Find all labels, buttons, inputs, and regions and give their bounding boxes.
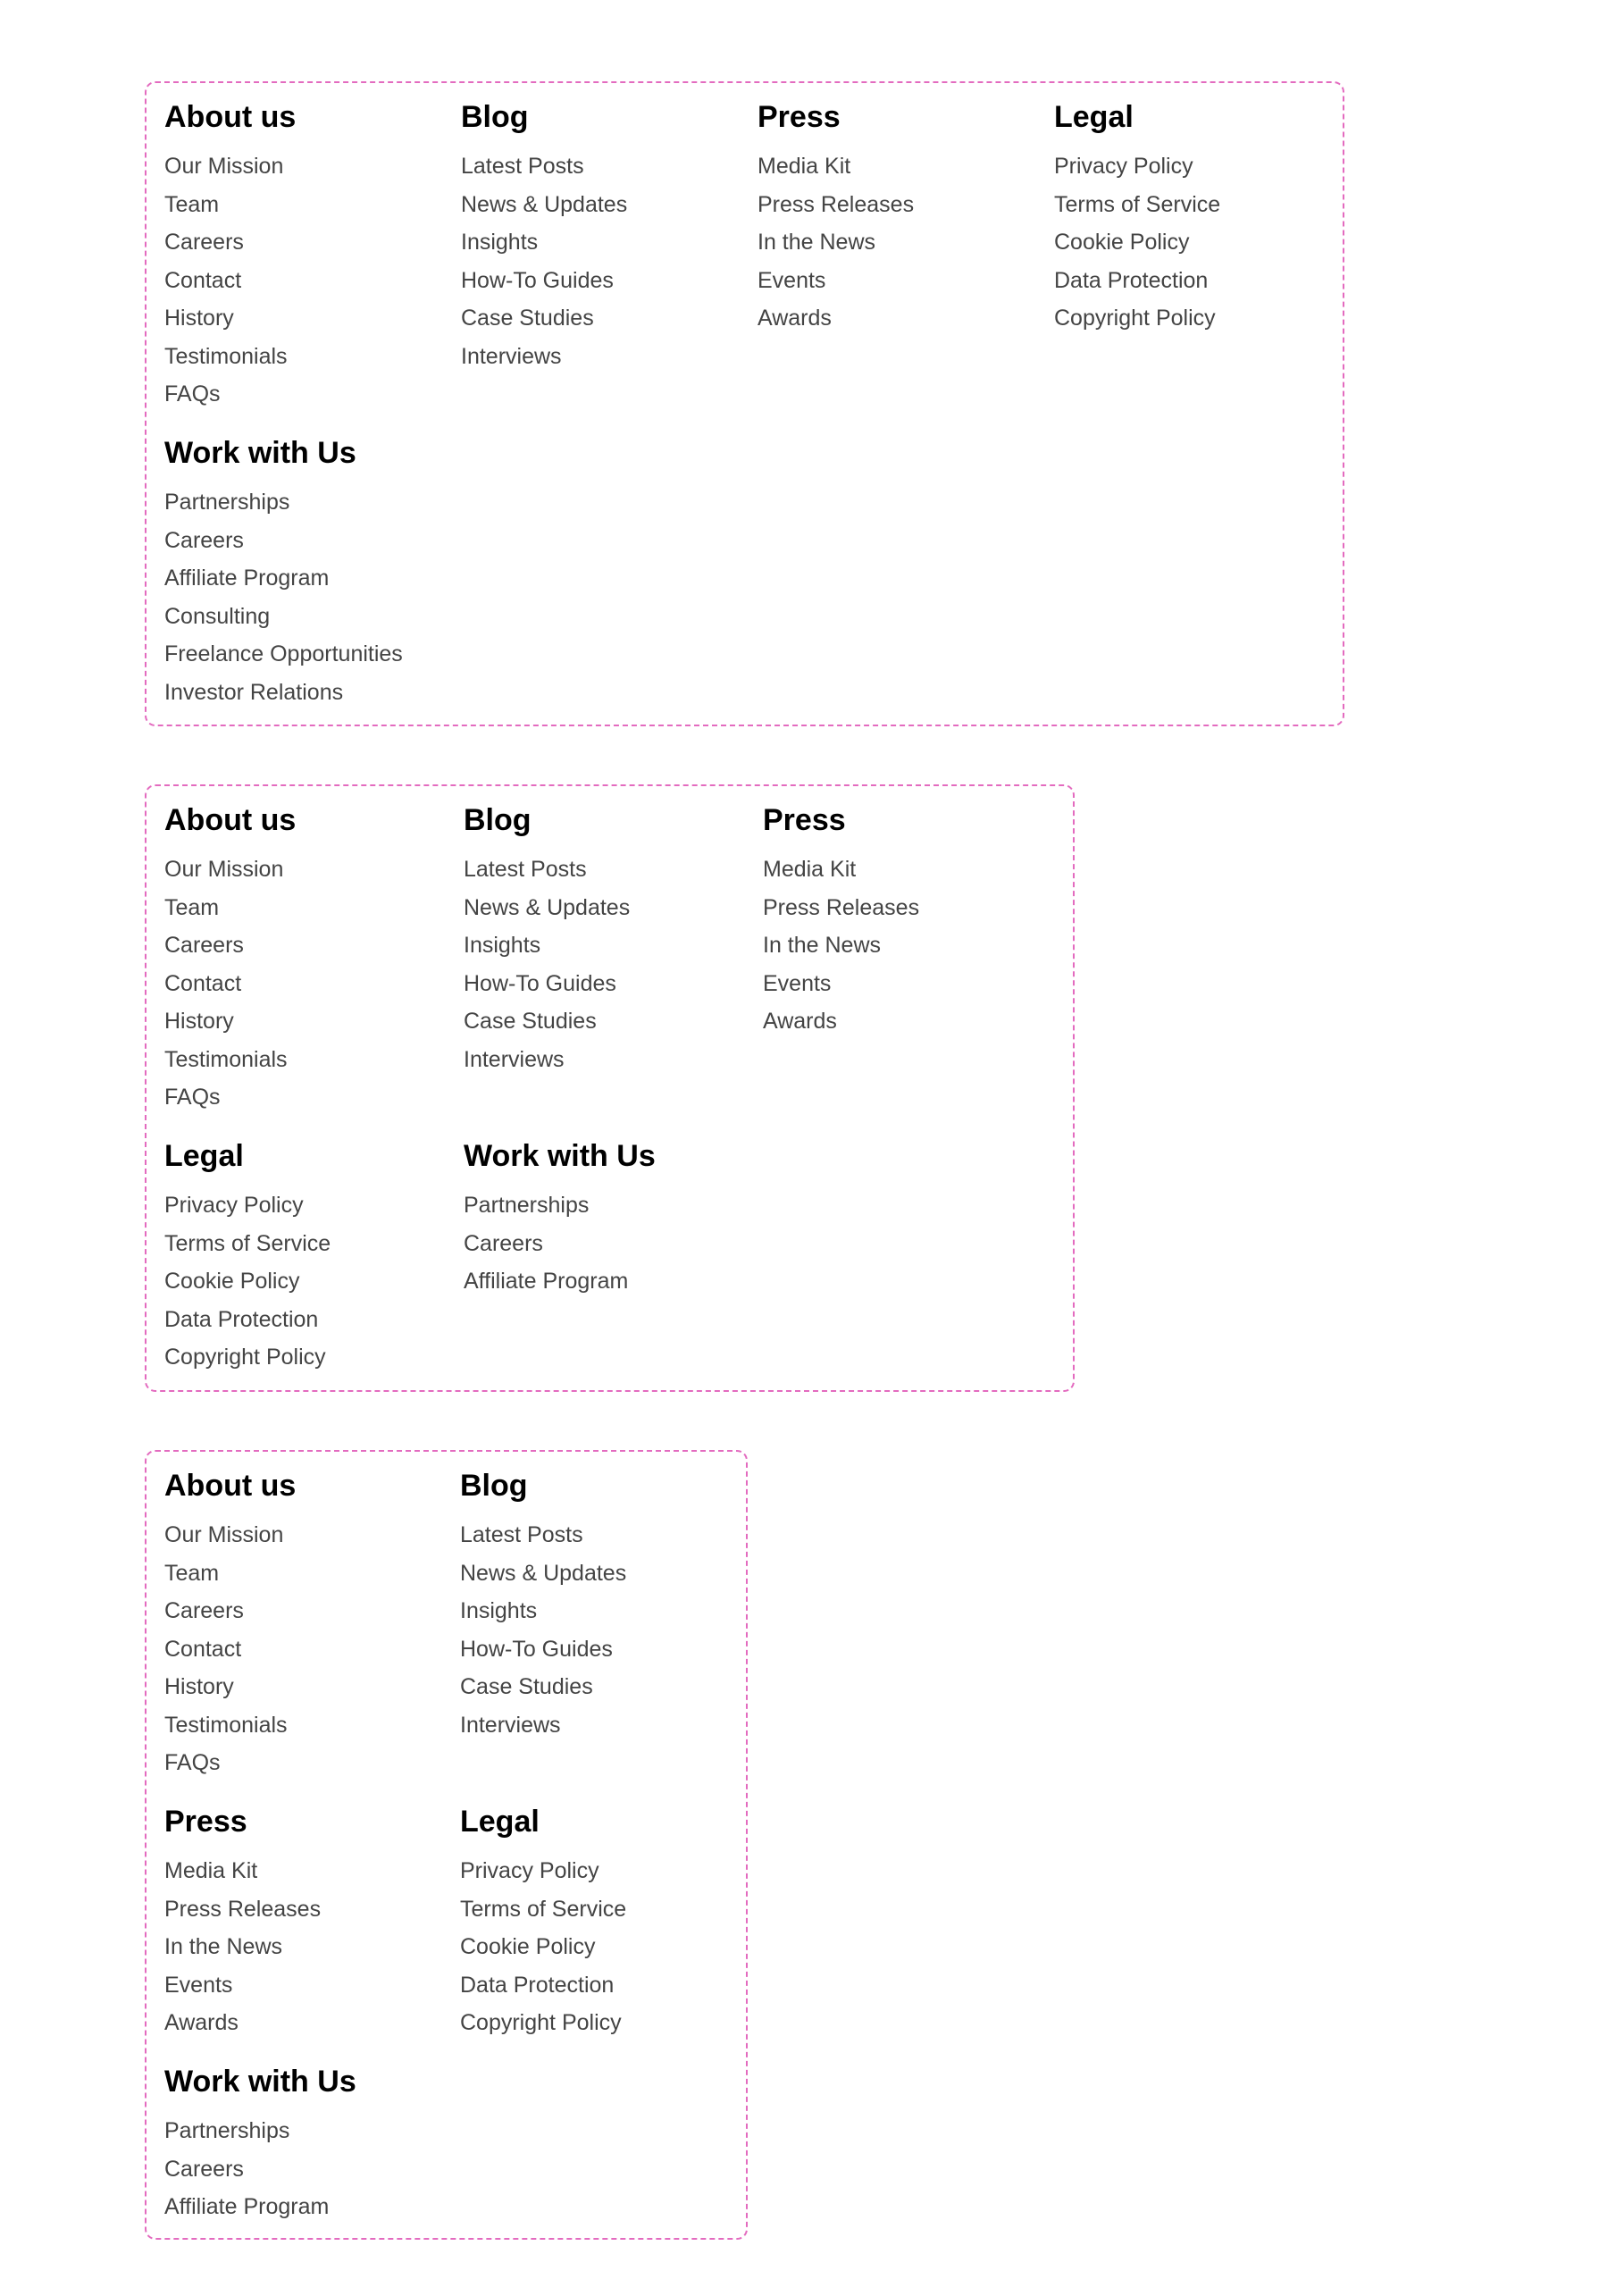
footer-link[interactable]: Cookie Policy — [460, 1934, 596, 1959]
section-heading: Press — [758, 100, 841, 134]
footer-link[interactable]: Insights — [461, 230, 539, 255]
footer-link[interactable]: Press Releases — [164, 1896, 322, 1922]
section-heading: Work with Us — [464, 1139, 656, 1173]
link-list — [763, 851, 1049, 1041]
footer-link[interactable]: In the News — [763, 933, 882, 958]
footer-link[interactable]: FAQs — [164, 381, 221, 406]
footer-link[interactable]: Investor Relations — [164, 679, 344, 705]
footer-link[interactable]: Contact — [164, 267, 242, 293]
footer-link[interactable]: Events — [758, 267, 826, 293]
link-list — [164, 1516, 450, 1782]
section-heading: Blog — [460, 1469, 528, 1503]
section-blog — [464, 800, 749, 1078]
footer-link[interactable]: Case Studies — [461, 306, 594, 331]
section-about-us — [164, 800, 450, 1117]
footer-link[interactable]: Copyright Policy — [1054, 306, 1216, 331]
footer-link[interactable]: Testimonials — [164, 1712, 288, 1738]
footer-link[interactable]: Testimonials — [164, 1046, 288, 1072]
section-heading: Blog — [461, 100, 529, 134]
footer-link[interactable]: Data Protection — [460, 1972, 615, 1998]
footer-link[interactable]: History — [164, 1009, 234, 1034]
footer-link[interactable]: Team — [164, 1560, 220, 1586]
footer-link[interactable]: Partnerships — [164, 490, 290, 515]
footer-link[interactable]: Case Studies — [460, 1674, 593, 1699]
footer-link[interactable]: Partnerships — [464, 1193, 590, 1218]
footer-link[interactable]: Awards — [763, 1009, 837, 1034]
section-legal — [1054, 97, 1340, 338]
link-list — [164, 2112, 450, 2226]
section-legal — [460, 1802, 746, 2042]
section-heading: Press — [164, 1805, 247, 1839]
section-work-with-us — [164, 433, 450, 711]
section-heading: About us — [164, 803, 297, 837]
footer-link[interactable]: News & Updates — [464, 894, 631, 920]
sitemap-three-column — [145, 784, 1075, 1392]
footer-link[interactable]: Careers — [164, 2156, 244, 2182]
footer-link[interactable]: Latest Posts — [461, 154, 584, 179]
link-list — [164, 1186, 450, 1377]
footer-link[interactable]: Privacy Policy — [164, 1193, 304, 1218]
section-press — [758, 97, 1043, 338]
sitemap-four-column — [145, 81, 1344, 726]
footer-link[interactable]: Privacy Policy — [1054, 154, 1193, 179]
footer-link[interactable]: Case Studies — [464, 1009, 597, 1034]
footer-link[interactable]: FAQs — [164, 1085, 221, 1110]
footer-link[interactable]: In the News — [758, 230, 876, 255]
link-list — [164, 851, 450, 1117]
footer-link[interactable]: Affiliate Program — [464, 1269, 629, 1294]
footer-link[interactable]: Awards — [164, 2010, 239, 2035]
section-press — [763, 800, 1049, 1041]
section-heading: Legal — [1054, 100, 1134, 134]
section-blog — [460, 1466, 746, 1744]
section-heading: Legal — [164, 1139, 244, 1173]
footer-link[interactable]: Partnerships — [164, 2118, 290, 2143]
footer-link[interactable]: Our Mission — [164, 857, 284, 882]
footer-link[interactable]: Latest Posts — [460, 1522, 583, 1547]
footer-link[interactable]: Media Kit — [763, 857, 857, 882]
footer-link[interactable]: Affiliate Program — [164, 2194, 330, 2219]
footer-link[interactable]: Interviews — [461, 343, 562, 369]
footer-link[interactable]: History — [164, 1674, 234, 1699]
section-blog — [461, 97, 747, 375]
footer-link[interactable]: Cookie Policy — [1054, 230, 1190, 255]
footer-link[interactable]: Careers — [164, 933, 244, 958]
footer-link[interactable]: Our Mission — [164, 1522, 284, 1547]
footer-link[interactable]: Data Protection — [1054, 267, 1209, 293]
footer-link[interactable]: Press Releases — [758, 191, 915, 217]
footer-link[interactable]: Testimonials — [164, 343, 288, 369]
footer-link[interactable]: Freelance Opportunities — [164, 641, 403, 666]
section-heading: Work with Us — [164, 436, 356, 470]
footer-link[interactable]: FAQs — [164, 1750, 221, 1775]
section-work-with-us — [464, 1136, 749, 1301]
section-legal — [164, 1136, 450, 1377]
footer-link[interactable]: Team — [164, 191, 220, 217]
section-work-with-us — [164, 2062, 450, 2226]
section-about-us — [164, 1466, 450, 1782]
section-heading: Work with Us — [164, 2065, 356, 2099]
link-list — [164, 147, 450, 414]
footer-link[interactable]: Events — [164, 1972, 233, 1998]
footer-link[interactable]: Careers — [464, 1230, 543, 1256]
footer-link[interactable]: Copyright Policy — [460, 2010, 622, 2035]
footer-link[interactable]: Press Releases — [763, 894, 920, 920]
footer-link[interactable]: History — [164, 306, 234, 331]
footer-link[interactable]: Contact — [164, 970, 242, 996]
footer-link[interactable]: Consulting — [164, 603, 271, 629]
section-heading: Blog — [464, 803, 532, 837]
footer-link[interactable]: How-To Guides — [460, 1636, 613, 1662]
link-list — [164, 1852, 450, 2042]
footer-link[interactable]: News & Updates — [461, 191, 628, 217]
link-list — [464, 851, 749, 1078]
section-about-us — [164, 97, 450, 414]
footer-link[interactable]: Events — [763, 970, 832, 996]
section-heading: About us — [164, 1469, 297, 1503]
link-list — [1054, 147, 1340, 338]
footer-link[interactable]: Careers — [164, 1598, 244, 1623]
link-list — [460, 1852, 746, 2042]
link-list — [758, 147, 1043, 338]
footer-link[interactable]: Latest Posts — [464, 857, 587, 882]
footer-link[interactable]: Privacy Policy — [460, 1858, 599, 1883]
footer-link[interactable]: How-To Guides — [464, 970, 616, 996]
footer-link[interactable]: Awards — [758, 306, 832, 331]
footer-link[interactable]: Team — [164, 894, 220, 920]
footer-link[interactable]: Data Protection — [164, 1306, 319, 1332]
link-list — [164, 483, 450, 711]
section-heading: Legal — [460, 1805, 540, 1839]
footer-link[interactable]: Cookie Policy — [164, 1269, 300, 1294]
section-heading: About us — [164, 100, 297, 134]
section-press — [164, 1802, 450, 2042]
footer-link[interactable]: Media Kit — [758, 154, 851, 179]
footer-link[interactable]: Interviews — [464, 1046, 565, 1072]
footer-link[interactable]: News & Updates — [460, 1560, 627, 1586]
footer-link[interactable]: Careers — [164, 230, 244, 255]
footer-link[interactable]: Insights — [464, 933, 541, 958]
footer-link[interactable]: Careers — [164, 527, 244, 553]
link-list — [460, 1516, 746, 1744]
link-list — [464, 1186, 749, 1301]
footer-link[interactable]: Insights — [460, 1598, 538, 1623]
sitemap-two-column — [145, 1450, 748, 2240]
footer-link[interactable]: Contact — [164, 1636, 242, 1662]
footer-link[interactable]: In the News — [164, 1934, 283, 1959]
footer-link[interactable]: How-To Guides — [461, 267, 614, 293]
footer-link[interactable]: Terms of Service — [164, 1230, 331, 1256]
footer-link[interactable]: Affiliate Program — [164, 566, 330, 591]
section-heading: Press — [763, 803, 846, 837]
footer-link[interactable]: Interviews — [460, 1712, 561, 1738]
footer-link[interactable]: Terms of Service — [1054, 191, 1221, 217]
link-list — [461, 147, 747, 375]
footer-link[interactable]: Copyright Policy — [164, 1345, 326, 1370]
footer-link[interactable]: Media Kit — [164, 1858, 258, 1883]
footer-link[interactable]: Terms of Service — [460, 1896, 627, 1922]
footer-link[interactable]: Our Mission — [164, 154, 284, 179]
